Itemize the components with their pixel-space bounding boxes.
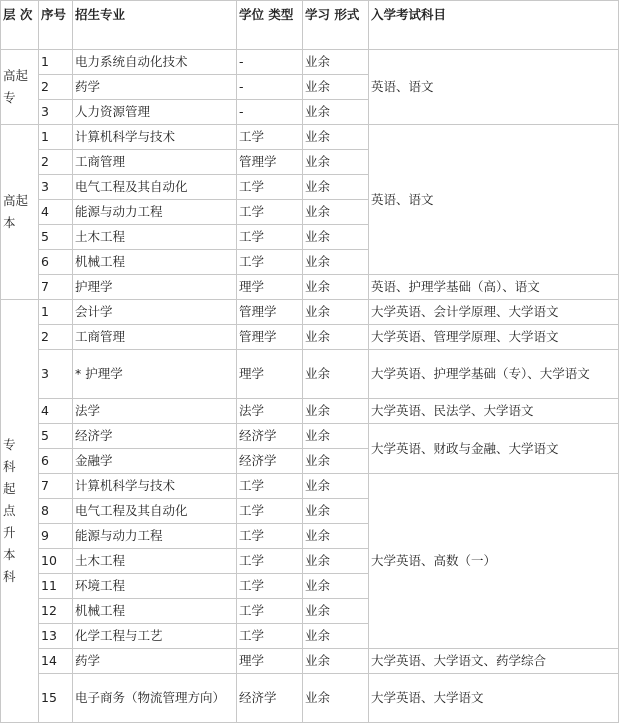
row-no: 3: [39, 175, 73, 200]
row-mode: 业余: [303, 599, 369, 624]
row-no: 1: [39, 300, 73, 325]
table-row: [1, 350, 619, 399]
table-row: [1, 300, 619, 325]
row-mode: 业余: [303, 474, 369, 499]
row-mode: 业余: [303, 549, 369, 574]
row-major: 经济学: [73, 424, 237, 449]
row-exam: 大学英语、大学语文、药学综合: [369, 649, 619, 674]
row-degree: -: [237, 75, 303, 100]
row-mode: 业余: [303, 225, 369, 250]
row-exam: 英语、语文: [369, 125, 619, 275]
row-major: 能源与动力工程: [73, 524, 237, 549]
row-no: 11: [39, 574, 73, 599]
row-degree: 理学: [237, 275, 303, 300]
header-row: [1, 1, 619, 50]
row-no: 3: [39, 100, 73, 125]
row-major: 土木工程: [73, 225, 237, 250]
row-no: 9: [39, 524, 73, 549]
row-major: 土木工程: [73, 549, 237, 574]
row-major: 电力系统自动化技术: [73, 50, 237, 75]
row-major: 电气工程及其自动化: [73, 499, 237, 524]
row-degree: 工学: [237, 250, 303, 275]
row-mode: 业余: [303, 125, 369, 150]
row-mode: 业余: [303, 449, 369, 474]
row-no: 7: [39, 275, 73, 300]
row-mode: 业余: [303, 524, 369, 549]
row-exam: 大学英语、护理学基础（专）、大学语文: [369, 350, 619, 399]
row-mode: 业余: [303, 75, 369, 100]
row-no: 1: [39, 50, 73, 75]
table-row: [1, 399, 619, 424]
row-no: 2: [39, 75, 73, 100]
row-degree: 工学: [237, 175, 303, 200]
row-no: 13: [39, 624, 73, 649]
row-degree: 管理学: [237, 325, 303, 350]
row-degree: 工学: [237, 474, 303, 499]
row-major: 金融学: [73, 449, 237, 474]
row-degree: 工学: [237, 225, 303, 250]
row-mode: 业余: [303, 150, 369, 175]
row-major: 机械工程: [73, 599, 237, 624]
row-exam: 英语、语文: [369, 50, 619, 125]
row-mode: 业余: [303, 649, 369, 674]
row-major: 计算机科学与技术: [73, 474, 237, 499]
row-degree: 理学: [237, 649, 303, 674]
row-degree: -: [237, 50, 303, 75]
header-exam: 入学考试科目: [369, 1, 619, 50]
row-degree: 工学: [237, 200, 303, 225]
row-major: 护理学: [73, 275, 237, 300]
row-major: 电气工程及其自动化: [73, 175, 237, 200]
row-mode: 业余: [303, 624, 369, 649]
row-exam: 大学英语、高数（一）: [369, 474, 619, 649]
row-degree: 管理学: [237, 300, 303, 325]
row-no: 8: [39, 499, 73, 524]
row-degree: 工学: [237, 524, 303, 549]
level-cell-zsb: [1, 300, 39, 723]
row-no: 7: [39, 474, 73, 499]
header-major: 招生专业: [73, 1, 237, 50]
row-major: 药学: [73, 75, 237, 100]
row-mode: 业余: [303, 399, 369, 424]
row-exam: 英语、护理学基础（高）、语文: [369, 275, 619, 300]
row-degree: 管理学: [237, 150, 303, 175]
row-mode: 业余: [303, 275, 369, 300]
row-major: 化学工程与工艺: [73, 624, 237, 649]
row-degree: 工学: [237, 499, 303, 524]
row-major: * 护理学: [73, 350, 237, 399]
row-degree: 工学: [237, 549, 303, 574]
row-no: 6: [39, 250, 73, 275]
row-exam: 大学英语、管理学原理、大学语文: [369, 325, 619, 350]
table-row: [1, 125, 619, 150]
row-no: 12: [39, 599, 73, 624]
row-mode: 业余: [303, 50, 369, 75]
row-degree: 工学: [237, 599, 303, 624]
row-major: 工商管理: [73, 150, 237, 175]
table-row: [1, 325, 619, 350]
row-mode: 业余: [303, 574, 369, 599]
table-row: [1, 275, 619, 300]
row-exam: 大学英语、财政与金融、大学语文: [369, 424, 619, 474]
table-row: [1, 474, 619, 499]
row-no: 10: [39, 549, 73, 574]
table-row: [1, 424, 619, 449]
row-mode: 业余: [303, 674, 369, 723]
row-major: 药学: [73, 649, 237, 674]
row-no: 14: [39, 649, 73, 674]
row-mode: 业余: [303, 200, 369, 225]
header-mode: 学习 形式: [303, 1, 369, 50]
row-degree: 工学: [237, 624, 303, 649]
row-mode: 业余: [303, 350, 369, 399]
row-degree: 经济学: [237, 424, 303, 449]
row-mode: 业余: [303, 175, 369, 200]
row-exam: 大学英语、民法学、大学语文: [369, 399, 619, 424]
row-major: 环境工程: [73, 574, 237, 599]
row-degree: -: [237, 100, 303, 125]
row-degree: 法学: [237, 399, 303, 424]
row-major: 机械工程: [73, 250, 237, 275]
row-major: 法学: [73, 399, 237, 424]
header-degree: 学位 类型: [237, 1, 303, 50]
row-no: 5: [39, 225, 73, 250]
level-label-zsb: 专科起点升本科: [3, 437, 16, 584]
row-major: 工商管理: [73, 325, 237, 350]
level-cell-gqb: 高起本: [1, 125, 39, 300]
row-major: 会计学: [73, 300, 237, 325]
row-no: 3: [39, 350, 73, 399]
row-mode: 业余: [303, 300, 369, 325]
row-no: 15: [39, 674, 73, 723]
row-no: 6: [39, 449, 73, 474]
row-mode: 业余: [303, 424, 369, 449]
row-major: 电子商务（物流管理方向）: [73, 674, 237, 723]
row-mode: 业余: [303, 250, 369, 275]
row-major: 计算机科学与技术: [73, 125, 237, 150]
row-exam: 大学英语、会计学原理、大学语文: [369, 300, 619, 325]
row-degree: 经济学: [237, 449, 303, 474]
header-no: 序号: [39, 1, 73, 50]
row-degree: 工学: [237, 125, 303, 150]
header-level: 层 次: [1, 1, 39, 50]
row-degree: 经济学: [237, 674, 303, 723]
level-cell-gqz: 高起专: [1, 50, 39, 125]
row-major: 人力资源管理: [73, 100, 237, 125]
row-no: 2: [39, 325, 73, 350]
row-degree: 理学: [237, 350, 303, 399]
row-degree: 工学: [237, 574, 303, 599]
table-row: [1, 649, 619, 674]
table-row: [1, 674, 619, 723]
row-no: 4: [39, 200, 73, 225]
table-row: [1, 50, 619, 75]
row-mode: 业余: [303, 325, 369, 350]
row-major: 能源与动力工程: [73, 200, 237, 225]
row-no: 4: [39, 399, 73, 424]
row-no: 1: [39, 125, 73, 150]
row-exam: 大学英语、大学语文: [369, 674, 619, 723]
row-no: 5: [39, 424, 73, 449]
row-mode: 业余: [303, 499, 369, 524]
row-no: 2: [39, 150, 73, 175]
row-mode: 业余: [303, 100, 369, 125]
